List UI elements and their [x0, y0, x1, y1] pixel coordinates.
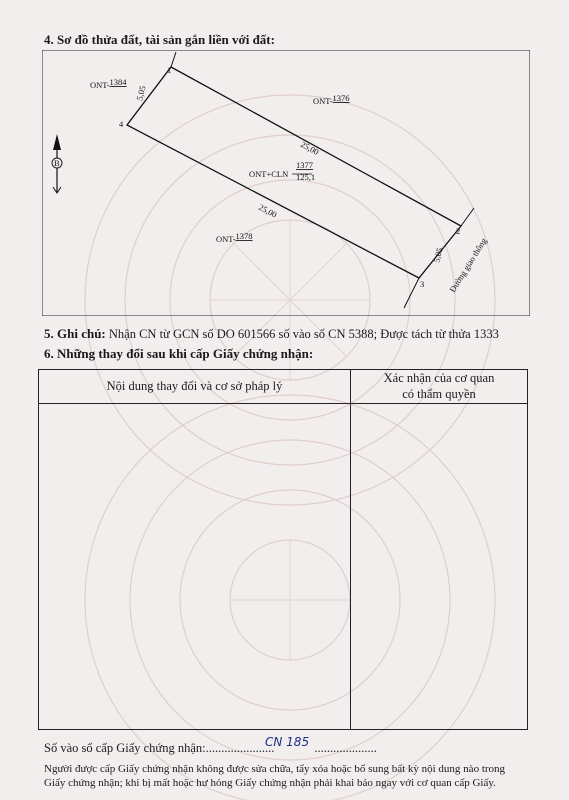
boundary-extension-right	[461, 208, 474, 226]
section-5-text: Nhận CN từ GCN số DO 601566 số vào sổ CN 5388; Được tách từ thửa 1333	[108, 327, 499, 341]
point-2-label: 2	[456, 226, 461, 236]
registry-dots-right: ....................	[314, 741, 377, 755]
road-label: Đường giao thông	[447, 236, 489, 295]
table-header-approval	[351, 370, 527, 402]
section-6-title: 6. Những thay đổi sau khi cấp Giấy chứng nhận:	[44, 346, 314, 361]
registry-number-line	[44, 741, 377, 756]
registry-handwritten-number: CN 185	[265, 735, 310, 749]
footer-line-1: Người được cấp Giấy chứng nhận không được sửa chữa, tẩy xóa hoặc bổ sung bất kỳ nội dung nào trong	[44, 763, 506, 775]
boundary-extension-bottom	[404, 278, 419, 308]
edge-length-bottom: 25,00	[257, 201, 279, 220]
parcel-boundary	[127, 67, 461, 278]
edge-length-right: 5,05	[431, 246, 445, 264]
parcel-type-label: ONT+CLN	[249, 169, 289, 179]
table-header-approval-line2: có thẩm quyền	[402, 387, 476, 401]
svg-text:B: B	[54, 158, 60, 168]
point-4-label: 4	[119, 119, 124, 129]
parcel-map	[42, 50, 530, 316]
table-header-changes: Nội dung thay đổi và cơ sở pháp lý	[106, 379, 283, 393]
boundary-extension-top	[171, 52, 176, 67]
parcel-number-label: 1377	[296, 160, 313, 170]
neighbor-label-left-top: ONT-1384	[90, 77, 127, 90]
table-header-approval-line1: Xác nhận của cơ quan	[383, 371, 495, 385]
neighbor-label-bottom: ONT-1378	[216, 231, 253, 244]
section-4-title: 4. Sơ đồ thửa đất, tài sản gắn liền với đất:	[44, 32, 275, 47]
section-5-title: 5. Ghi chú:	[44, 326, 106, 341]
registry-label: Số vào sổ cấp Giấy chứng nhận:	[44, 741, 206, 755]
footer-line-2: Giấy chứng nhận; khi bị mất hoặc hư hỏng Giấy chứng nhận phải khai báo ngay với cơ quan cấp Giấy.	[44, 777, 496, 789]
parcel-area-label: 125,1	[296, 172, 316, 182]
changes-table	[38, 369, 528, 730]
point-1-label: 1	[167, 65, 172, 75]
section-5-note	[44, 326, 499, 342]
point-3-label: 3	[420, 279, 425, 289]
registry-dots-left: ......................	[205, 741, 275, 755]
north-arrow-icon	[52, 134, 62, 193]
neighbor-label-right-top: ONT-1376	[313, 93, 350, 106]
table-header-divider	[39, 403, 527, 404]
table-column-divider	[350, 370, 351, 729]
edge-length-left: 5,05	[134, 84, 148, 102]
footer-notice	[44, 762, 544, 790]
edge-length-top: 25,00	[299, 138, 321, 157]
